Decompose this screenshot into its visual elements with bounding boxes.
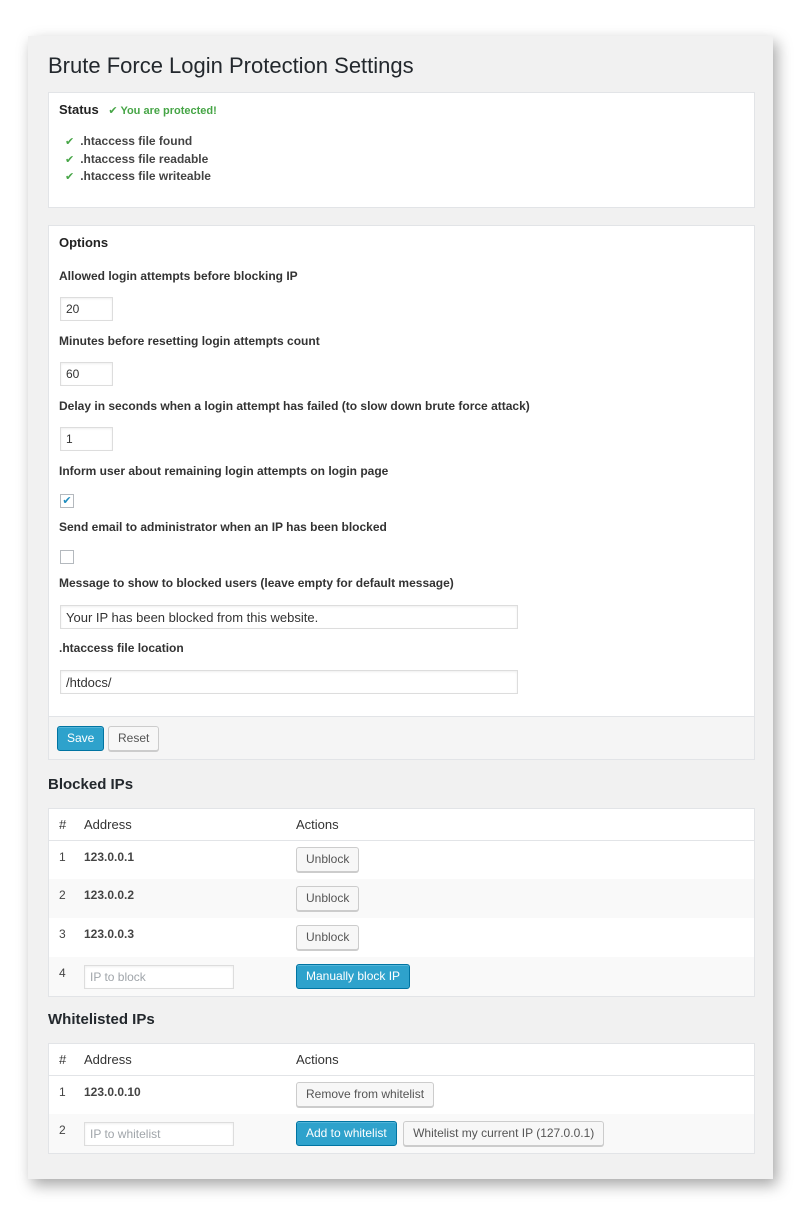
allowed-attempts-label: Allowed login attempts before blocking IP [59,269,298,283]
ip-address: 123.0.0.3 [84,927,135,941]
manually-block-ip-button[interactable]: Manually block IP [296,964,410,989]
check-icon: ✔ [65,153,75,166]
row-number: 3 [59,927,66,941]
status-label: Status [59,102,99,117]
unblock-button[interactable]: Unblock [296,847,359,872]
page-title: Brute Force Login Protection Settings [48,53,414,78]
ip-to-whitelist-input[interactable] [84,1122,234,1146]
options-panel [48,225,755,760]
delay-seconds-input[interactable] [60,427,113,451]
status-header [59,102,217,117]
table-row [49,918,754,957]
row-number: 1 [59,849,66,864]
blocked-ips-title: Blocked IPs [48,776,134,793]
protected-status: ✔ You are protected! [108,105,217,117]
whitelisted-ips-table [48,1043,755,1154]
blocked-message-input[interactable] [60,605,518,629]
status-check-item: ✔ .htaccess file writeable [65,169,211,183]
options-footer [49,716,754,759]
table-row [49,1075,754,1114]
ip-address: 123.0.0.2 [84,879,296,918]
ip-address: 123.0.0.10 [84,1084,141,1099]
whitelisted-ips-title: Whitelisted IPs [48,1011,155,1028]
checkmark-icon: ✔ [62,495,72,507]
table-header-row [49,809,754,840]
inform-user-checkbox[interactable] [60,494,74,508]
col-address: Address [84,809,296,840]
row-number: 2 [49,1114,84,1153]
status-panel [48,92,755,208]
htaccess-location-input[interactable] [60,670,518,694]
check-icon: ✔ [65,171,75,183]
table-row [49,1114,754,1153]
reset-button[interactable]: Reset [108,726,159,751]
reset-minutes-label: Minutes before resetting login attempts count [59,334,320,348]
col-number: # [49,809,84,840]
remove-from-whitelist-button[interactable]: Remove from whitelist [296,1082,434,1107]
check-icon: ✔ [65,136,75,148]
save-button[interactable]: Save [57,726,104,751]
blocked-message-label: Message to show to blocked users (leave empty for default message) [59,576,454,590]
status-check-item: ✔ .htaccess file found [65,134,193,148]
unblock-button[interactable]: Unblock [296,925,359,950]
row-number: 4 [49,957,84,996]
table-row [49,879,754,918]
allowed-attempts-input[interactable] [60,297,113,321]
send-email-label: Send email to administrator when an IP has been blocked [59,520,387,534]
col-address: Address [84,1044,296,1075]
blocked-ips-table [48,808,755,997]
htaccess-location-label: .htaccess file location [59,641,184,655]
col-actions: Actions [296,1044,754,1075]
status-checks [65,133,211,186]
ip-to-block-input[interactable] [84,965,234,989]
inform-user-label: Inform user about remaining login attempts on login page [59,464,389,478]
ip-address: 123.0.0.1 [84,849,135,864]
send-email-checkbox[interactable] [60,550,74,564]
check-icon: ✔ [108,105,118,117]
add-to-whitelist-button[interactable]: Add to whitelist [296,1121,397,1146]
row-number: 1 [59,1084,66,1099]
delay-seconds-label: Delay in seconds when a login attempt has failed (to slow down brute force attack) [59,399,530,413]
col-number: # [49,1044,84,1075]
status-check-item: ✔ .htaccess file readable [65,151,209,166]
table-row [49,957,754,996]
options-title: Options [59,235,109,250]
unblock-button[interactable]: Unblock [296,886,359,911]
table-header-row [49,1044,754,1075]
table-row [49,840,754,879]
reset-minutes-input[interactable] [60,362,113,386]
row-number: 2 [49,879,84,918]
col-actions: Actions [296,809,754,840]
whitelist-current-ip-button[interactable]: Whitelist my current IP (127.0.0.1) [403,1121,604,1146]
